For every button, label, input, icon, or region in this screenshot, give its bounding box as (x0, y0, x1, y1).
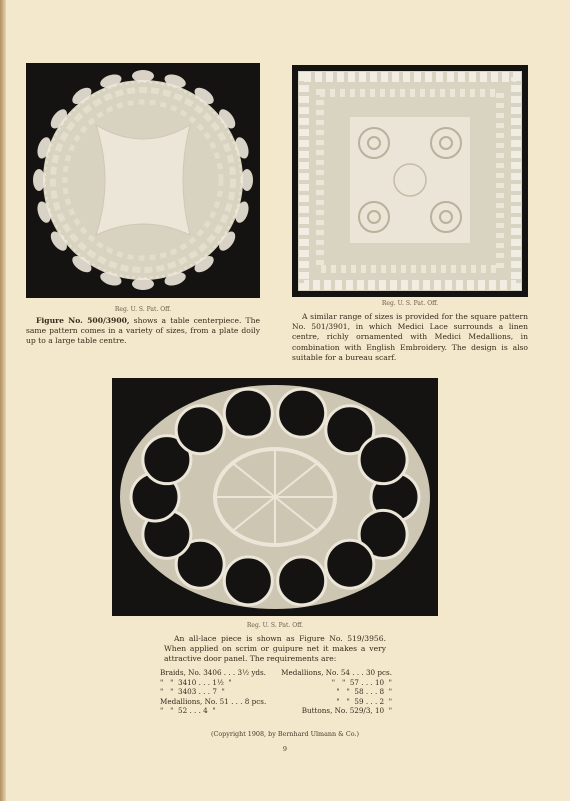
req-left: Braids, No. 3406 . . . 3½ yds. (160, 668, 266, 677)
caption-figure-519 (164, 634, 386, 665)
req-left: Medallions, No. 51 . . . 8 pcs. (160, 696, 267, 706)
requirements-table (160, 668, 392, 716)
caption-lead: Figure No. 500/3900, (36, 316, 130, 325)
requirements-row (160, 687, 392, 697)
page-binding-edge (0, 0, 6, 801)
reg-mark-2: Reg. U. S. Pat. Off. (381, 300, 439, 307)
req-left: " " 3403 . . . 7 " (160, 687, 225, 697)
req-right: " " 58 . . . 8 " (336, 687, 392, 697)
caption-lead: A similar range of sizes is provided for the square pattern No. 501/3901, (292, 312, 528, 332)
caption-figure-500 (26, 316, 260, 347)
copyright-line: (Copyright 1908, by Bernhard Ulmann & Co.) (210, 730, 360, 738)
reg-mark-3: Reg. U. S. Pat. Off. (246, 622, 304, 629)
req-right: " " 57 . . . 10 " (331, 677, 392, 687)
caption-body: in which Medici Lace surrounds a linen centre, richly ornamented with Medici Medallions, in combination with English Embroidery. The design is also suitable for a bureau scarf. (292, 322, 528, 362)
requirements-row (160, 706, 392, 716)
caption-lead: An all-lace piece is shown as Figure No. 519/3956. (174, 634, 386, 643)
req-right: Medallions, No. 54 . . . 30 pcs. (281, 668, 392, 677)
req-left: " " 52 . . . 4 " (160, 706, 216, 716)
req-right: Buttons, No. 529/3, 10 " (301, 706, 392, 716)
all-lace-photo (112, 378, 438, 616)
reg-mark-1: Reg. U. S. Pat. Off. (114, 306, 172, 313)
requirements-row (160, 697, 392, 707)
centerpiece-photo (26, 63, 260, 298)
requirements-row (160, 668, 392, 678)
caption-figure-501 (292, 312, 528, 363)
req-right: " " 59 . . . 2 " (336, 696, 392, 706)
caption-body: shows a table centerpiece. The same pattern comes in a variety of sizes, from a plate doily up to a large table centre. (26, 316, 260, 346)
req-left: " " 3410 . . . 1½ " (160, 677, 232, 687)
square-lace-photo (292, 65, 528, 297)
requirements-row (160, 678, 392, 688)
caption-body: When applied on scrim or guipure net it makes a very attractive door panel. The requirements are: (164, 644, 386, 664)
page-number: 9 (282, 745, 288, 753)
